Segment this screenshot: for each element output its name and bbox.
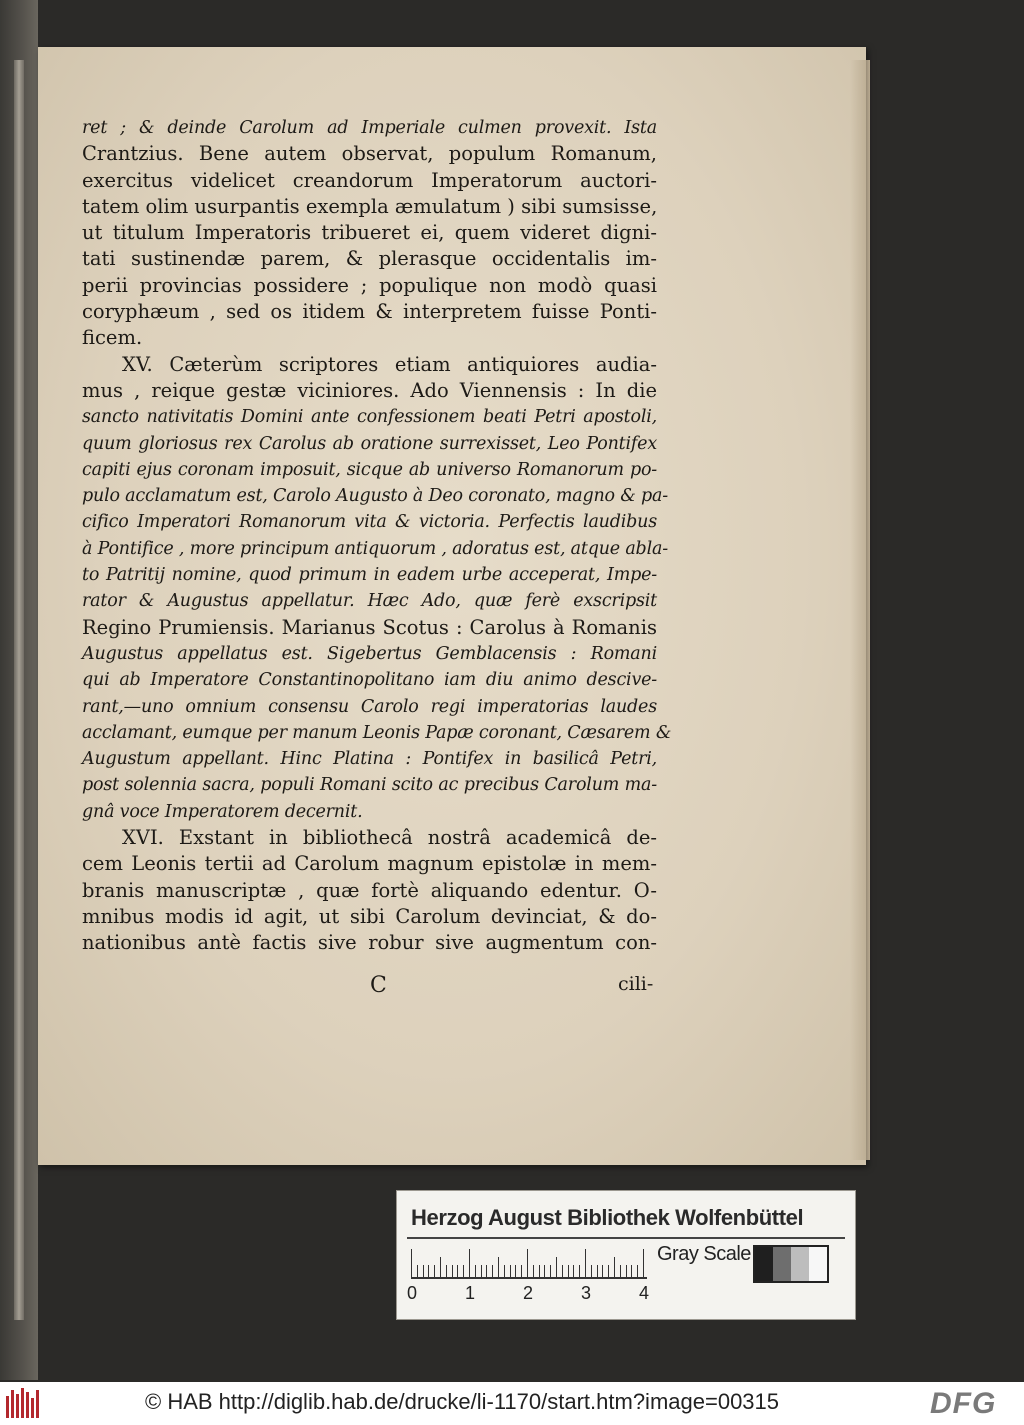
ruler-tick <box>452 1265 453 1277</box>
ruler-tick <box>579 1265 580 1277</box>
footer-bar <box>0 1382 1024 1425</box>
ruler-tick <box>643 1249 644 1277</box>
ruler-tick <box>568 1265 569 1277</box>
ruler-tick <box>591 1265 592 1277</box>
page-text-block <box>82 115 672 957</box>
catchword: cili- <box>618 973 654 995</box>
text-line: qui ab Imperatore Constantinopolitano iam diu animo descive- <box>82 670 657 691</box>
ruler-tick <box>510 1265 511 1277</box>
book-spine-edge <box>14 60 24 1320</box>
gray-scale-bar <box>753 1245 829 1283</box>
ruler-tick <box>417 1265 418 1277</box>
color-reference-card <box>396 1190 856 1320</box>
ruler-tick <box>631 1265 632 1277</box>
gray-scale-label: Gray Scale <box>657 1243 751 1265</box>
text-line: rator & Augustus appellatur. Hæc Ado, quæ ferè exscripsit <box>82 591 657 612</box>
ruler-tick <box>434 1265 435 1277</box>
hab-logo-icon <box>6 1388 40 1418</box>
ruler-tick <box>544 1265 545 1277</box>
text-line: to Patritij nomine, quod primum in eadem urbe acceperat, Impe- <box>82 565 657 586</box>
text-line: nationibus antè factis sive robur sive augmentum con- <box>82 931 657 955</box>
ruler-tick <box>481 1265 482 1277</box>
text-line: perii provincias possidere ; populique non modò quasi <box>82 273 657 297</box>
text-line: mus , reique gestæ viciniores. Ado Viennensis : In die <box>82 378 657 402</box>
text-line: Augustus appellatus est. Sigebertus Gemblacensis : Romani <box>82 643 657 664</box>
ruler-tick <box>550 1265 551 1277</box>
ruler-tick <box>608 1265 609 1277</box>
ruler-tick <box>573 1265 574 1277</box>
ruler-number: 3 <box>581 1283 592 1303</box>
ruler-tick <box>498 1257 499 1277</box>
card-divider <box>407 1237 845 1239</box>
text-line: acclamant, eumque per manum Leonis Papæ coronant, Cæsarem & <box>82 722 672 743</box>
ruler-tick <box>492 1265 493 1277</box>
ruler-tick <box>469 1249 470 1277</box>
ruler-tick <box>614 1257 615 1277</box>
ruler-tick <box>620 1265 621 1277</box>
text-line: sancto nativitatis Domini ante confessionem beati Petri apostoli, <box>82 407 657 428</box>
text-line: Augustum appellant. Hinc Platina : Pontifex in basilicâ Petri, <box>82 749 657 770</box>
dfg-logo: DFG <box>930 1387 997 1420</box>
ruler-tick <box>626 1265 627 1277</box>
text-line: capiti ejus coronam imposuit, sicque ab universo Romanorum po- <box>82 459 657 480</box>
ruler-tick <box>423 1265 424 1277</box>
gray-swatch <box>773 1247 791 1281</box>
ruler-tick <box>504 1265 505 1277</box>
text-line: XV. Cæterùm scriptores etiam antiquiores audia- <box>122 352 657 376</box>
ruler-tick <box>527 1249 528 1277</box>
text-line: à Pontifice , more principum antiquorum , adoratus est, atque abla- <box>82 538 668 559</box>
text-line: ret ; & deinde Carolum ad Imperiale culmen provexit. Ista <box>82 118 657 138</box>
ruler-tick <box>533 1265 534 1277</box>
gray-swatch <box>809 1247 827 1281</box>
ruler-tick <box>539 1265 540 1277</box>
text-line: Crantzius. Bene autem observat, populum Romanum, <box>82 142 657 166</box>
gray-swatch <box>791 1247 809 1281</box>
ruler-number: 1 <box>465 1283 476 1303</box>
ruler-numbers <box>407 1283 650 1305</box>
text-line: exercitus videlicet creandorum Imperatorum auctori- <box>82 168 657 192</box>
ruler-tick <box>463 1265 464 1277</box>
text-line: branis manuscriptæ , quæ fortè aliquando edentur. O- <box>82 878 657 902</box>
page-edge-shadow <box>850 60 870 1160</box>
ruler-tick <box>602 1265 603 1277</box>
ruler-tick <box>521 1265 522 1277</box>
ruler-tick <box>556 1257 557 1277</box>
ruler-number: 4 <box>639 1283 650 1303</box>
measurement-ruler <box>411 1247 647 1279</box>
text-line: ut titulum Imperatoris tribueret ei, quem videret digni- <box>82 221 657 245</box>
text-line: rant,—uno omnium consensu Carolo regi imperatorias laudes <box>82 696 657 717</box>
ruler-tick <box>475 1265 476 1277</box>
text-line: gnâ voce Imperatorem decernit. <box>82 801 363 822</box>
ruler-tick <box>411 1249 412 1277</box>
text-line: post solennia sacra, populi Romani scito ac precibus Carolum ma- <box>82 775 657 796</box>
ruler-tick <box>440 1257 441 1277</box>
ruler-tick <box>585 1249 586 1277</box>
signature-mark: C <box>370 973 387 998</box>
text-line: tati sustinendæ parem, & plerasque occidentalis im- <box>82 247 657 271</box>
text-line: cem Leonis tertii ad Carolum magnum epistolæ in mem- <box>82 852 657 876</box>
ruler-tick <box>515 1265 516 1277</box>
text-line: quum gloriosus rex Carolus ab oratione surrexisset, Leo Pontifex <box>82 433 657 454</box>
gray-swatch <box>755 1247 773 1281</box>
ruler-tick <box>446 1265 447 1277</box>
text-line: XVI. Exstant in bibliothecâ nostrâ academicâ de- <box>122 826 657 850</box>
ruler-number: 0 <box>407 1283 418 1303</box>
text-line: Regino Prumiensis. Marianus Scotus : Carolus à Romanis <box>82 615 657 639</box>
ruler-tick <box>457 1265 458 1277</box>
text-line: ficem. <box>82 326 143 350</box>
ruler-tick <box>486 1265 487 1277</box>
copyright-link[interactable]: © HAB http://diglib.hab.de/drucke/li-1170/start.htm?image=00315 <box>145 1389 780 1414</box>
ruler-tick <box>597 1265 598 1277</box>
text-line: tatem olim usurpantis exempla æmulatum ) sibi sumsisse, <box>82 194 658 218</box>
ruler-tick <box>428 1265 429 1277</box>
ruler-tick <box>562 1265 563 1277</box>
text-line: coryphæum , sed os itidem & interpretem fuisse Ponti- <box>82 300 657 324</box>
text-line: cifico Imperatori Romanorum vita & victoria. Perfectis laudibus <box>82 512 657 533</box>
library-name: Herzog August Bibliothek Wolfenbüttel <box>411 1205 804 1230</box>
ruler-tick <box>637 1265 638 1277</box>
text-line: pulo acclamatum est, Carolo Augusto à Deo coronato, magno & pa- <box>82 486 668 507</box>
text-line: mnibus modis id agit, ut sibi Carolum devinciat, & do- <box>82 904 657 928</box>
ruler-number: 2 <box>523 1283 534 1303</box>
